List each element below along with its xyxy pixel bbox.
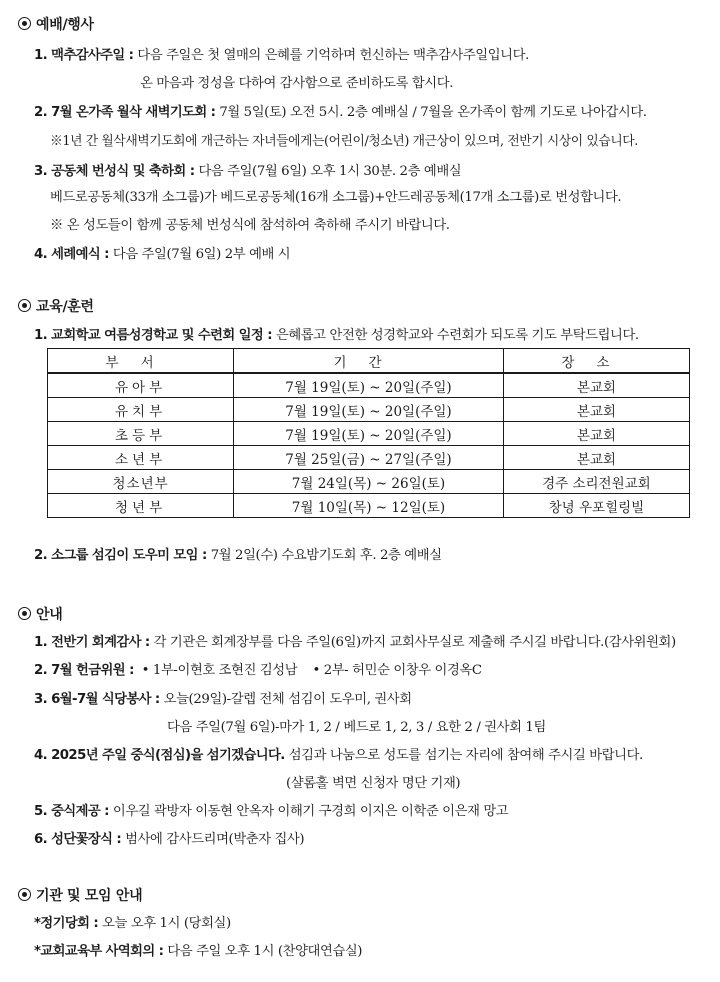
circle-dot-icon <box>18 607 31 620</box>
worship-item-1 <box>34 44 529 63</box>
item-label: 1. 교회학교 여름성경학교 및 수련회 일정 : <box>34 328 276 343</box>
item-text: 다음 주일 오후 1시 (찬양대연습실) <box>167 944 363 959</box>
notices-item-5 <box>34 800 508 819</box>
item-text: 7월 2일(수) 수요밤기도회 후. 2층 예배실 <box>210 548 442 563</box>
cell-period: 7월 10일(목) ~ 12일(토) <box>234 494 504 518</box>
item-label: 5. 중식제공 : <box>34 804 113 819</box>
circle-dot-icon <box>18 888 31 901</box>
cell-place: 경주 소리전원교회 <box>503 470 689 494</box>
notices-item-4-line2 <box>286 772 460 791</box>
worship-item-4 <box>34 243 290 262</box>
section-title: 예배/행사 <box>36 17 94 33</box>
education-item-1 <box>34 324 639 343</box>
cell-place: 창녕 우포힐링빌 <box>503 494 689 518</box>
item-text: 다음 주일은 첫 열매의 은혜를 기억하며 헌신하는 맥추감사주일입니다. <box>137 48 529 63</box>
cell-period: 7월 19일(토) ~ 20일(주일) <box>234 373 504 398</box>
section-title: 교육/훈련 <box>36 299 94 315</box>
item-text: 범사에 감사드리며(박춘자 집사) <box>125 832 305 847</box>
table-row <box>48 446 690 470</box>
item-text: (샬롬홀 벽면 신청자 명단 기재) <box>286 776 461 791</box>
item-label: *정기당회 : <box>34 916 103 931</box>
item-label: 2. 소그룹 섬김이 도우미 모임 : <box>34 548 211 563</box>
item-label: 4. 2025년 주일 중식(점심)을 섬기겠습니다. <box>34 748 289 763</box>
worship-item-1-line2 <box>140 72 453 91</box>
table-header-row <box>48 349 690 374</box>
cell-dept: 유치부 <box>48 398 234 422</box>
cell-place: 본교회 <box>503 373 689 398</box>
item-text: 은혜롭고 안전한 성경학교와 수련회가 되도록 기도 부탁드립니다. <box>275 328 639 343</box>
worship-item-2 <box>34 101 647 120</box>
item-text: 다음 주일(7월 6일) 오후 1시 30분. 2층 예배실 <box>198 164 462 179</box>
cell-period: 7월 24일(목) ~ 26일(토) <box>234 470 504 494</box>
meetings-item-2 <box>34 940 362 959</box>
worship-item-2-note <box>50 130 638 149</box>
item-text: 다음 주일(7월 6일)-마가 1, 2 / 베드로 1, 2, 3 / 요한 2 / 권사회 1팀 <box>167 720 546 735</box>
worship-item-3-note <box>50 214 450 233</box>
cell-dept: 청소년부 <box>48 470 234 494</box>
table-row <box>48 398 690 422</box>
item-text: 온 마음과 정성을 다하여 감사함으로 준비하도록 합시다. <box>140 76 454 91</box>
item-label: 2. 7월 온가족 월삭 새벽기도회 : <box>34 105 220 120</box>
cell-place: 본교회 <box>503 446 689 470</box>
cell-period: 7월 25일(금) ~ 27일(주일) <box>234 446 504 470</box>
cell-dept: 청년부 <box>48 494 234 518</box>
item-text: 각 기관은 회계장부를 다음 주일(6일)까지 교회사무실로 제출해 주시길 바랍니다.(감사위원회) <box>153 635 676 650</box>
worship-item-3-line2 <box>50 186 621 205</box>
item-text: 이우길 곽방자 이동현 안옥자 이해기 구경희 이지은 이학준 이은재 망고 <box>112 804 509 819</box>
item-label: 4. 세례예식 : <box>34 247 113 262</box>
cell-dept: 초등부 <box>48 422 234 446</box>
schedule-table <box>47 348 690 518</box>
col-header-period: 기간 <box>234 349 504 374</box>
table-row <box>48 373 690 398</box>
item-text: 다음 주일(7월 6일) 2부 예배 시 <box>112 247 291 262</box>
item-text: • 1부-이현호 조현진 김성남 • 2부- 허민순 이창우 이경옥C <box>137 663 482 678</box>
section-heading-notices <box>18 604 62 624</box>
section-heading-meetings <box>18 885 142 905</box>
cell-period: 7월 19일(토) ~ 20일(주일) <box>234 398 504 422</box>
section-title: 기관 및 모임 안내 <box>36 888 143 904</box>
item-label: 3. 공동체 번성식 및 축하회 : <box>34 164 199 179</box>
item-label: 3. 6월-7월 식당봉사 : <box>34 692 164 707</box>
notices-item-2 <box>34 659 482 678</box>
table-row <box>48 422 690 446</box>
item-text: 베드로공동체(33개 소그룹)가 베드로공동체(16개 소그룹)+안드레공동체(17개 소그룹)로 번성합니다. <box>50 190 622 205</box>
item-note: ※1년 간 월삭새벽기도회에 개근하는 자녀들에게는(어린이/청소년) 개근상이 있으며, 전반기 시상이 있습니다. <box>50 134 638 149</box>
table-row <box>48 494 690 518</box>
item-label: 2. 7월 헌금위원 : <box>34 663 138 678</box>
notices-item-3-line2 <box>167 716 546 735</box>
item-text: 섬김과 나눔으로 성도를 섬기는 자리에 참여해 주시길 바랍니다. <box>288 748 643 763</box>
section-title: 안내 <box>36 607 63 623</box>
notices-item-4 <box>34 744 643 763</box>
item-label: 1. 맥추감사주일 : <box>34 48 138 63</box>
cell-dept: 소년부 <box>48 446 234 470</box>
education-item-2 <box>34 544 442 563</box>
cell-dept: 유아부 <box>48 373 234 398</box>
item-label: 1. 전반기 회계감사 : <box>34 635 154 650</box>
notices-item-3 <box>34 688 412 707</box>
item-text: 오늘 오후 1시 (당회실) <box>102 916 231 931</box>
meetings-item-1 <box>34 912 231 931</box>
item-text: 7월 5일(토) 오전 5시. 2층 예배실 / 7월을 온가족이 함께 기도로 나아갑시다. <box>219 105 647 120</box>
worship-item-3 <box>34 160 461 179</box>
item-text: 오늘(29일)-갈렙 전체 섬김이 도우미, 권사회 <box>163 692 412 707</box>
item-label: 6. 성단꽃장식 : <box>34 832 126 847</box>
section-heading-worship <box>18 14 94 34</box>
col-header-dept: 부서 <box>48 349 234 374</box>
item-label: *교회교육부 사역회의 : <box>34 944 168 959</box>
notices-item-6 <box>34 828 304 847</box>
cell-place: 본교회 <box>503 422 689 446</box>
col-header-place: 장소 <box>503 349 689 374</box>
section-heading-education <box>18 296 94 316</box>
cell-place: 본교회 <box>503 398 689 422</box>
notices-item-1 <box>34 631 676 650</box>
item-note: ※ 온 성도들이 함께 공동체 번성식에 참석하여 축하해 주시기 바랍니다. <box>50 218 450 233</box>
cell-period: 7월 19일(토) ~ 20일(주일) <box>234 422 504 446</box>
table-row <box>48 470 690 494</box>
circle-dot-icon <box>18 299 31 312</box>
circle-dot-icon <box>18 17 31 30</box>
